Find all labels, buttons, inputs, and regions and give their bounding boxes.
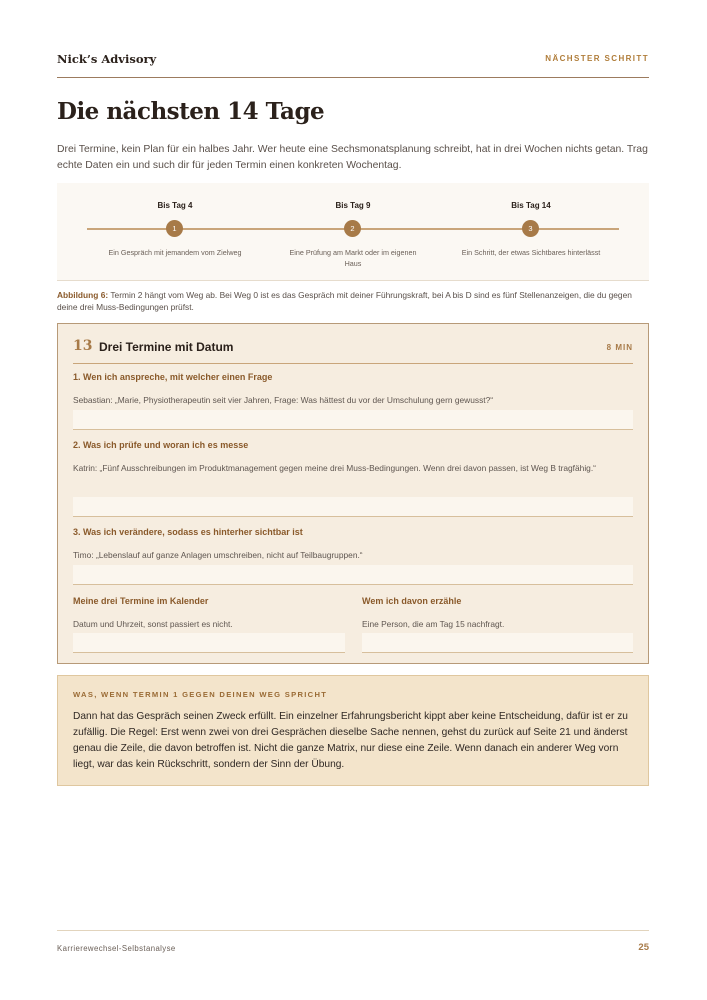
timeline-step-marker: 2: [344, 220, 361, 237]
caption-label: Abbildung 6:: [57, 290, 109, 300]
tell-label: Wem ich davon erzähle: [362, 596, 462, 606]
answer-field-1[interactable]: [73, 410, 633, 430]
question-label-1: 1. Wen ich anspreche, mit welcher einen Frage: [73, 372, 273, 382]
calendar-hint: Datum und Uhrzeit, sonst passiert es nicht.: [73, 619, 233, 629]
note-title: WAS, WENN TERMIN 1 GEGEN DEINEN WEG SPRICHT: [73, 690, 328, 699]
answer-field-3[interactable]: [73, 565, 633, 585]
question-example-3: Timo: „Lebenslauf auf ganze Anlagen umschreiben, nicht auf Teilbaugruppen.“: [73, 550, 363, 560]
footer-title: Karrierewechsel-Selbstanalyse: [57, 944, 176, 953]
exercise-title: Drei Termine mit Datum: [99, 340, 234, 354]
exercise-card: [57, 323, 649, 664]
question-example-2: Katrin: „Fünf Ausschreibungen im Produktmanagement gegen meine drei Muss-Bedingungen. Wenn drei davon passen, ist Weg B tragfähig.“: [73, 463, 596, 473]
tell-hint: Eine Person, die am Tag 15 nachfragt.: [362, 619, 505, 629]
question-label-2: 2. Was ich prüfe und woran ich es messe: [73, 440, 249, 450]
note-text: Dann hat das Gespräch seinen Zweck erfüllt. Ein einzelner Erfahrungsbericht kippt aber keine Entscheidung, dafür ist er zu zufällig. Die Regel: Erst wenn zwei von drei Gesprächen dieselbe Sache nennen, gehst du zurück auf Seite 21 und änderst genau die Zeile, die davon betroffen ist. Nicht die ganze Matrix, nur diese eine Zeile. Wenn danach ein anderer Weg vorn liegt, war das kein Rückschritt, sondern der Sinn der Übung.: [73, 711, 628, 770]
question-label-3: 3. Was ich verändere, sodass es hinterher sichtbar ist: [73, 527, 303, 537]
page-title: Die nächsten 14 Tage: [57, 98, 325, 125]
timeline-step-description: Ein Schritt, der etwas Sichtbares hinterlässt: [461, 248, 601, 257]
info-note: [57, 675, 649, 786]
exercise-header: [73, 338, 633, 364]
page-number: 25: [638, 942, 649, 953]
page-header: [57, 52, 649, 78]
timeline-figure: [57, 183, 649, 281]
section-label: NÄCHSTER SCHRITT: [545, 54, 649, 63]
timeline-step-label: Bis Tag 4: [157, 201, 193, 210]
caption-text: Termin 2 hängt vom Weg ab. Bei Weg 0 ist es das Gespräch mit deiner Führungskraft, bei A bis D sind es fünf Stellenanzeigen, die du gegen deine drei Muss-Bedingungen prüfst.: [57, 290, 632, 312]
calendar-field[interactable]: [73, 633, 345, 653]
page-footer: [57, 930, 649, 956]
timeline-step-marker: 1: [166, 220, 183, 237]
timeline-step-marker: 3: [522, 220, 539, 237]
answer-field-2[interactable]: [73, 497, 633, 517]
brand-name: Nick’s Advisory: [57, 52, 157, 66]
timeline-step-label: Bis Tag 14: [511, 201, 551, 210]
tell-field[interactable]: [362, 633, 633, 653]
calendar-label: Meine drei Termine im Kalender: [73, 596, 209, 606]
timeline-step-description: Ein Gespräch mit jemandem vom Zielweg: [108, 248, 242, 257]
timeline-step-label: Bis Tag 9: [335, 201, 371, 210]
question-example-1: Sebastian: „Marie, Physiotherapeutin seit vier Jahren, Frage: Was hättest du vor der Umschulung gern gewusst?“: [73, 395, 494, 405]
exercise-number: 13: [73, 338, 93, 354]
intro-text: Drei Termine, kein Plan für ein halbes Jahr. Wer heute eine Sechsmonatsplanung schreibt, hat in drei Wochen nichts getan. Trag echte Daten ein und such dir für jeden Termin einen konkreten Wochentag.: [57, 144, 648, 171]
exercise-duration: 8 MIN: [606, 343, 633, 352]
figure-caption: [57, 289, 649, 313]
timeline-step-description: Eine Prüfung am Markt oder im eigenen Haus: [289, 248, 417, 268]
